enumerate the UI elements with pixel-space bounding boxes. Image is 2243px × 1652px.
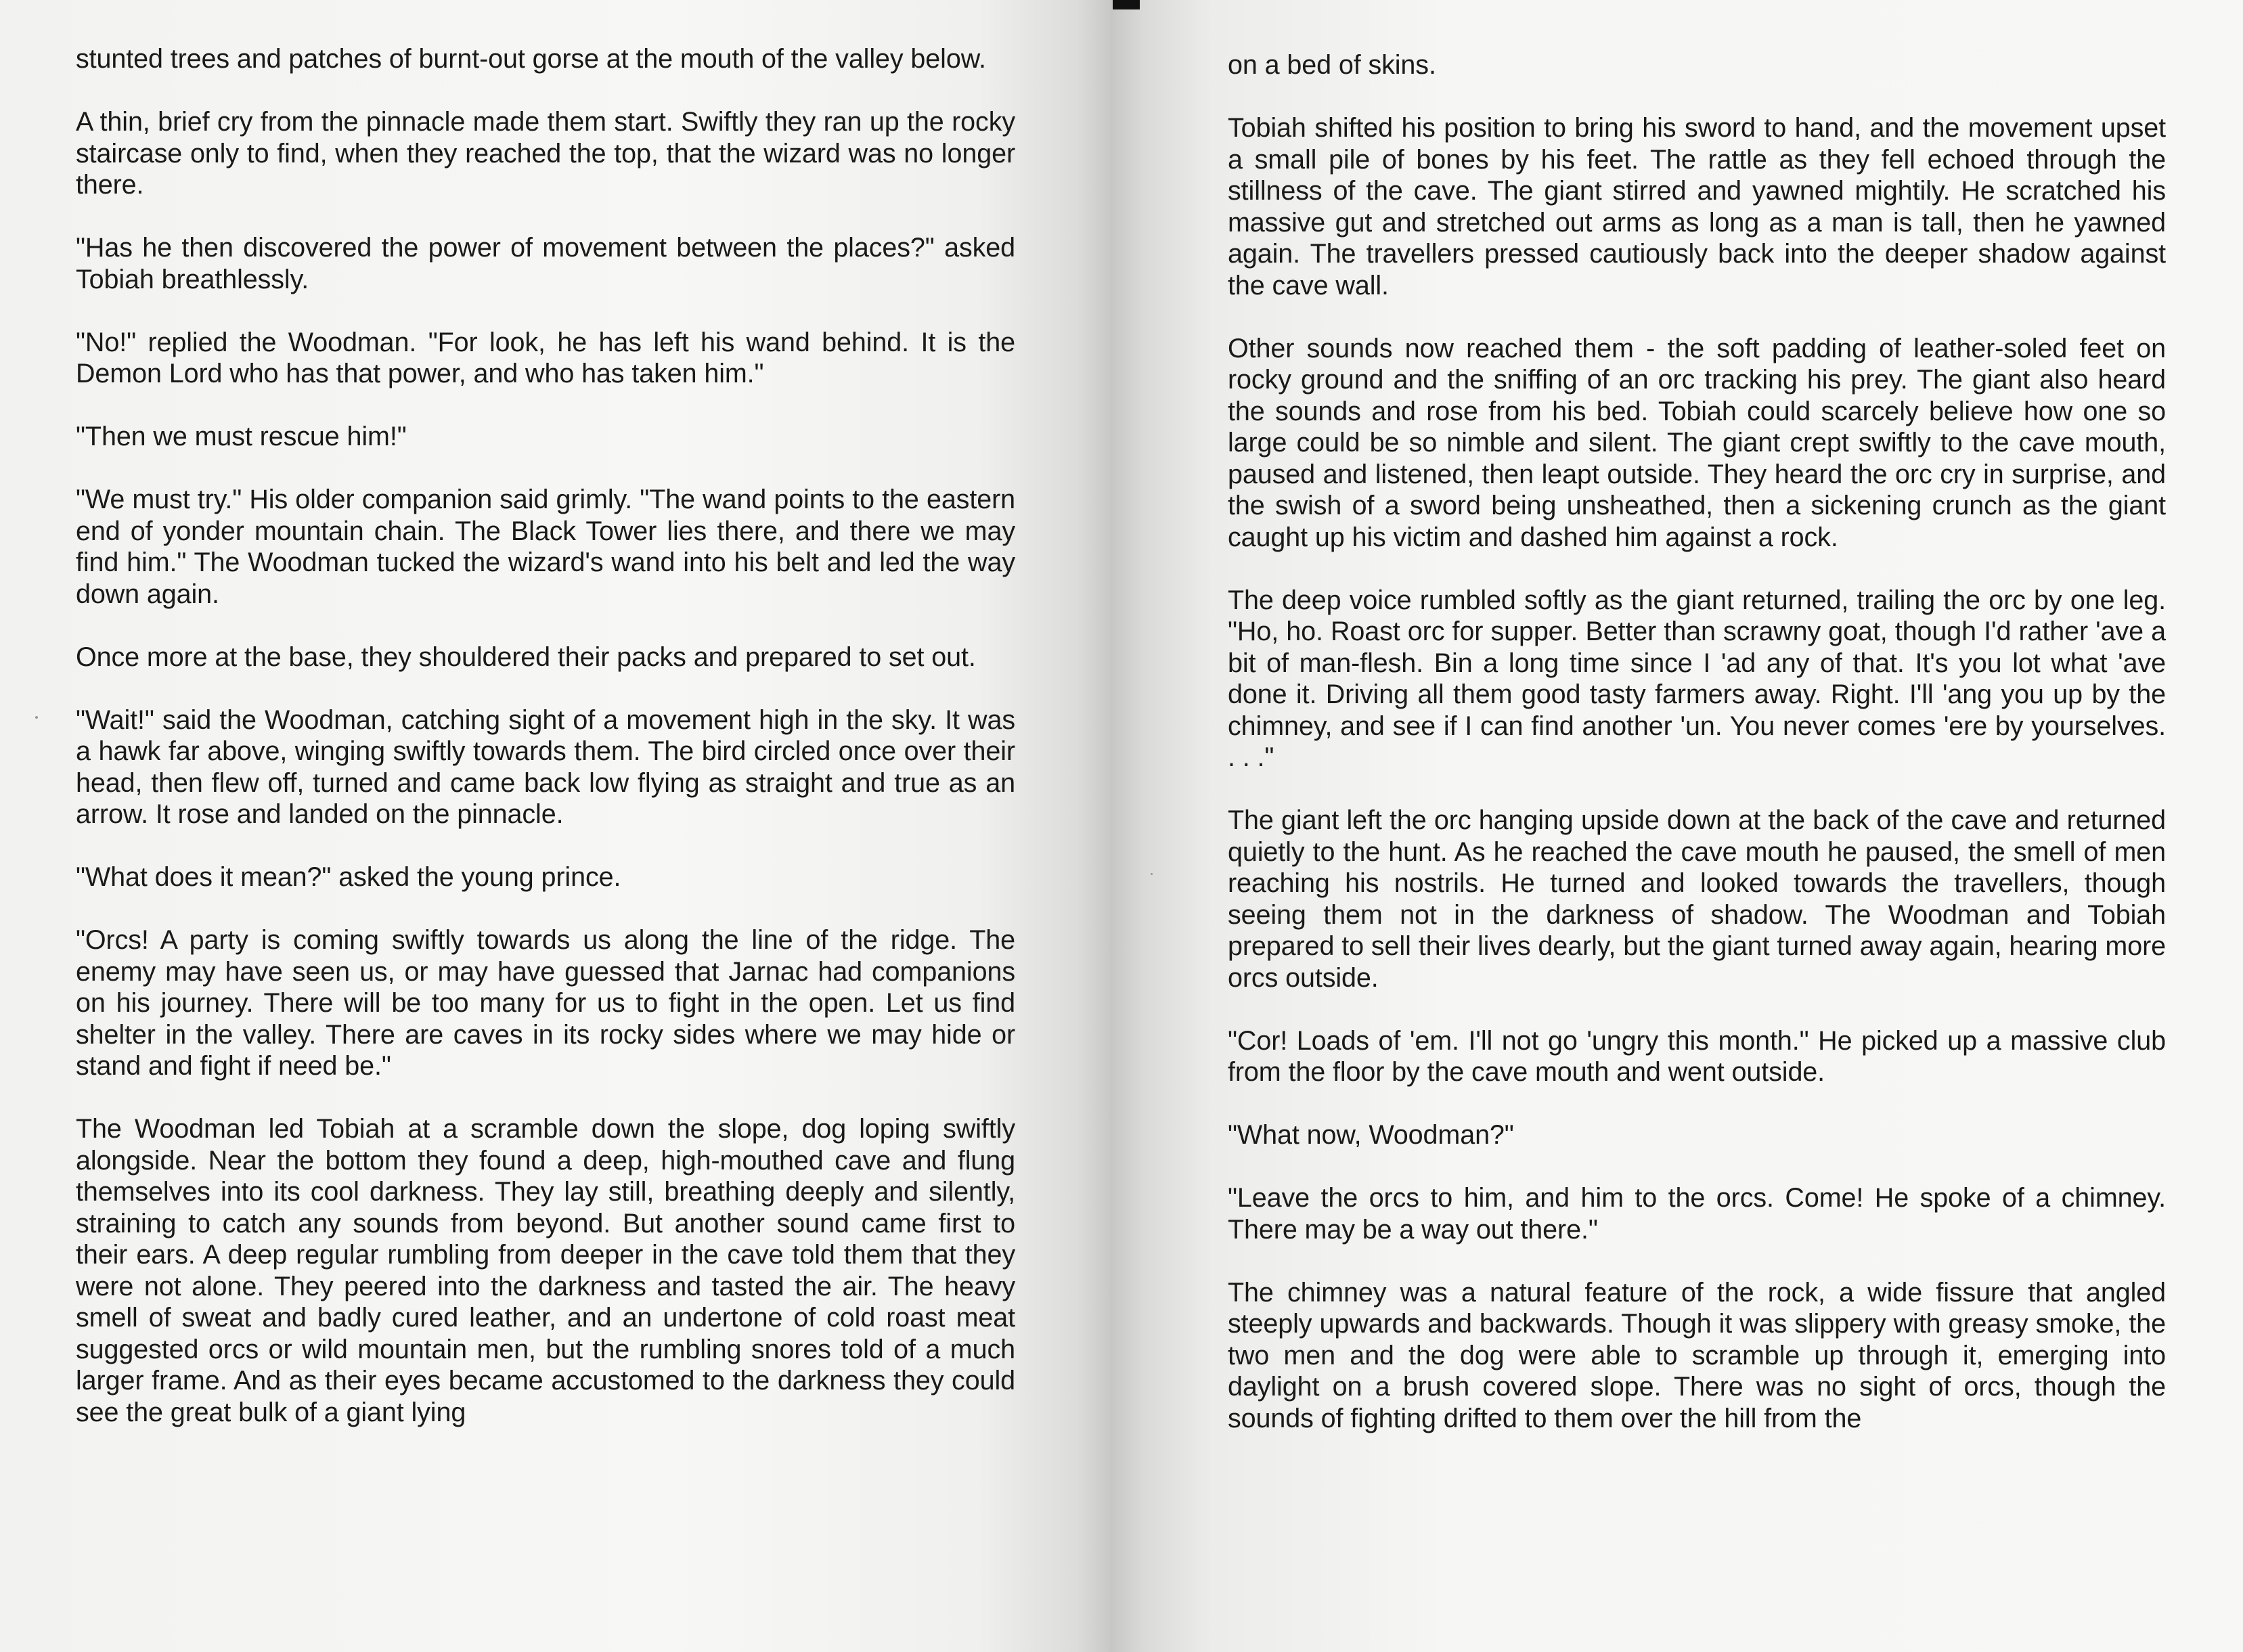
paragraph: The giant left the orc hanging upside down at the back of the cave and returned quietly to the hunt. As he reached the cave mouth he paused, the smell of men reaching his nostrils. He turned and looked towards the travellers, though seeing them not in the darkness of shadow. The Woodman and Tobiah prepared to sell their lives dearly, but the giant turned away again, hearing more orcs outside. — [1228, 805, 2166, 993]
paragraph: "Cor! Loads of 'em. I'll not go 'ungry this month." He picked up a massive club from the floor by the cave mouth and went outside. — [1228, 1025, 2166, 1087]
paper-speck — [1151, 873, 1153, 875]
paragraph: "No!" replied the Woodman. "For look, he has left his wand behind. It is the Demon Lord who has that power, and who has taken him." — [76, 327, 1015, 388]
paragraph: "Wait!" said the Woodman, catching sight of a movement high in the sky. It was a hawk far above, winging swiftly towards them. The bird circled once over their head, then flew off, turned and came back low flying as straight and true as an arrow. It rose and landed on the pinnacle. — [76, 705, 1015, 829]
paragraph: The deep voice rumbled softly as the giant returned, trailing the orc by one leg. "Ho, ho. Roast orc for supper. Better than scrawny goat, though I'd rather 'ave a bit of man-flesh. Bin a long time since I 'ad any of that. It's you lot what 'ave done it. Driving all them good tasty farmers away. Right. I'll 'ang you up by the chimney, and see if I can find another 'un. You never comes 'ere by yourselves. . . ." — [1228, 585, 2166, 772]
paragraph: "Leave the orcs to him, and him to the orcs. Come! He spoke of a chimney. There may be a way out there." — [1228, 1183, 2166, 1245]
paragraph: Once more at the base, they shouldered their packs and prepared to set out. — [76, 642, 976, 672]
gutter-shadow — [1113, 0, 1140, 9]
paragraph: A thin, brief cry from the pinnacle made them start. Swiftly they ran up the rocky staircase only to find, when they reached the top, that the wizard was no longer there. — [76, 107, 1015, 200]
paragraph: "We must try." His older companion said grimly. "The wand points to the eastern end of yonder mountain chain. The Black Tower lies there, and there we may find him." The Woodman tucked the wizard's wand into his belt and led the way down again. — [76, 485, 1015, 609]
paragraph: "Has he then discovered the power of movement between the places?" asked Tobiah breathlessly. — [76, 233, 1015, 294]
paragraph: on a bed of skins. — [1228, 50, 1436, 80]
paragraph: "What now, Woodman?" — [1228, 1120, 1514, 1150]
paper-speck — [35, 716, 38, 719]
left-page-text — [76, 43, 1015, 1428]
paragraph: "What does it mean?" asked the young prince. — [76, 862, 621, 892]
paragraph: "Orcs! A party is coming swiftly towards us along the line of the ridge. The enemy may have seen us, or may have guessed that Jarnac had companions on his journey. There will be too many for us to fight in the open. Let us find shelter in the valley. There are caves in its rocky sides where we may hide or stand and fight if need be." — [76, 925, 1015, 1081]
paragraph: Tobiah shifted his position to bring his sword to hand, and the movement upset a small pile of bones by his feet. The rattle as they fell echoed through the stillness of the cave. The giant stirred and yawned mightily. He scratched his massive gut and stretched out arms as long as a man is tall, then he yawned again. The travellers pressed cautiously back into the deeper shadow against the cave wall. — [1228, 113, 2166, 300]
paragraph: The Woodman led Tobiah at a scramble down the slope, dog loping swiftly alongside. Near the bottom they found a deep, high-mouthed cave and flung themselves into its cool darkness. They lay still, breathing deeply and silently, straining to catch any sounds from beyond. But another sound came first to their ears. A deep regular rumbling from deeper in the cave told them that they were not alone. They peered into the darkness and tasted the air. The heavy smell of sweat and badly cured leather, and an undertone of cold roast meat suggested orcs or wild mountain men, but the rumbling snores told of a much larger frame. And as their eyes became accustomed to the darkness they could see the great bulk of a giant lying — [76, 1114, 1015, 1427]
paragraph: stunted trees and patches of burnt-out gorse at the mouth of the valley below. — [76, 44, 986, 74]
right-page-text — [1228, 49, 2166, 1434]
paragraph: "Then we must rescue him!" — [76, 422, 407, 451]
paragraph: The chimney was a natural feature of the rock, a wide fissure that angled steeply upwards and backwards. Though it was slippery with greasy smoke, the two men and the dog were able to scramble up through it, emerging into daylight on a brush covered slope. There was no sight of orcs, though the sounds of fighting drifted to them over the hill from the — [1228, 1277, 2166, 1433]
paragraph: Other sounds now reached them - the soft padding of leather-soled feet on rocky ground and the sniffing of an orc tracking his prey. The giant also heard the sounds and rose from his bed. Tobiah could scarcely believe how one so large could be so nimble and silent. The giant crept swiftly to the cave mouth, paused and listened, then leapt outside. They heard the orc cry in surprise, and the swish of a sword being unsheathed, then a sickening crunch as the giant caught up his victim and dashed him against a rock. — [1228, 333, 2166, 552]
